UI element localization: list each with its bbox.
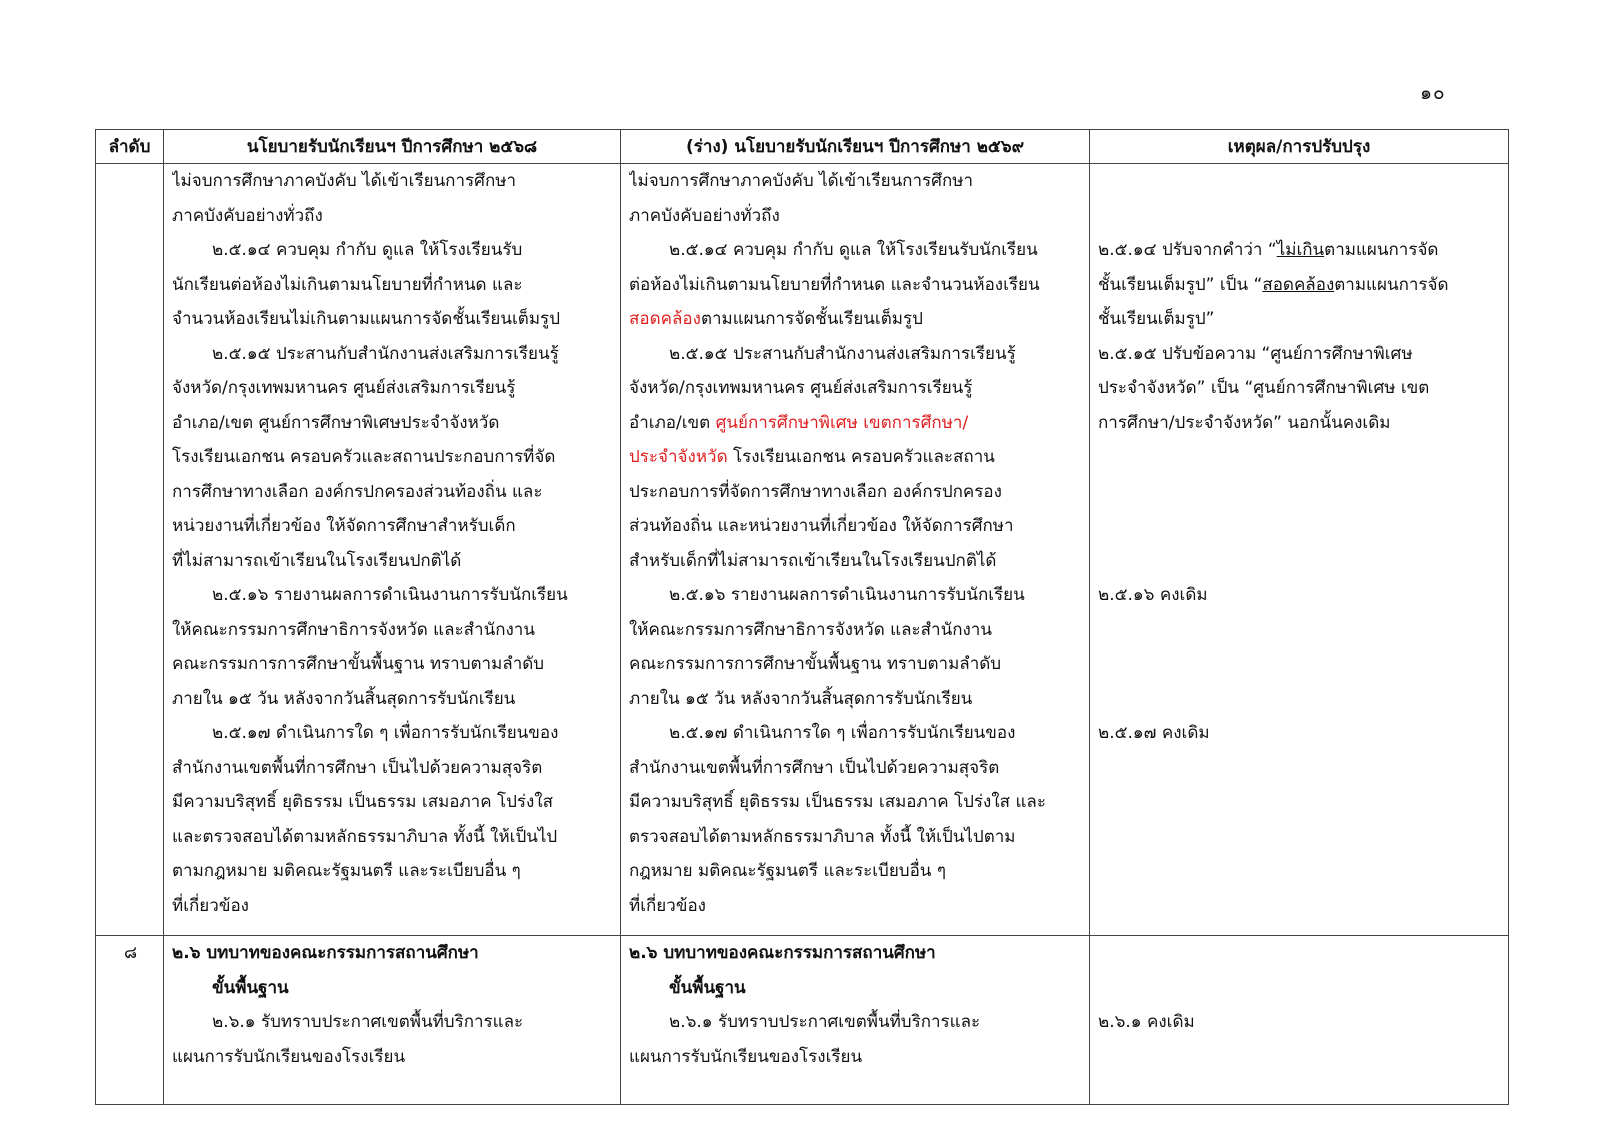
table-header-row bbox=[96, 130, 1509, 164]
text-line: ภาคบังคับอย่างทั่วถึง bbox=[172, 205, 323, 226]
text-line: แผนการรับนักเรียนของโรงเรียน bbox=[172, 1046, 406, 1067]
policy-2568-cell bbox=[164, 936, 621, 1105]
text-line: ๒.๖.๑ รับทราบประกาศเขตพื้นที่บริการและ bbox=[669, 1012, 981, 1032]
section-heading: ขั้นพื้นฐาน bbox=[212, 977, 289, 998]
text-line: สำนักงานเขตพื้นที่การศึกษา เป็นไปด้วยความสุจริต bbox=[172, 757, 543, 778]
text-line: จังหวัด/กรุงเทพมหานคร ศูนย์ส่งเสริมการเรียนรู้ bbox=[629, 378, 973, 398]
text-line bbox=[1098, 268, 1502, 303]
row-seq bbox=[96, 164, 164, 936]
text-line bbox=[1098, 233, 1502, 268]
highlight-text: ศูนย์การศึกษาพิเศษ เขตการศึกษา/ bbox=[715, 412, 969, 433]
text-line: ๒.๕.๑๖ คงเดิม bbox=[1098, 585, 1208, 605]
table-row bbox=[96, 936, 1509, 1105]
section-heading: ๒.๖ บทบาทของคณะกรรมการสถานศึกษา bbox=[172, 943, 479, 963]
spacer bbox=[1098, 936, 1502, 1005]
text-line: ๒.๕.๑๗ ดำเนินการใด ๆ เพื่อการรับนักเรียนของ bbox=[212, 723, 559, 743]
policy-comparison-table bbox=[95, 129, 1509, 1105]
text-line: ประจำจังหวัด” เป็น “ศูนย์การศึกษาพิเศษ เขต bbox=[1098, 378, 1430, 398]
text-line: กฎหมาย มติคณะรัฐมนตรี และระเบียบอื่น ๆ bbox=[629, 861, 946, 881]
reason-cell bbox=[1090, 936, 1509, 1105]
header-seq: ลำดับ bbox=[96, 130, 164, 164]
text-line: ภาคบังคับอย่างทั่วถึง bbox=[629, 205, 780, 226]
highlight-text: สอดคล้อง bbox=[629, 309, 701, 329]
text-line: และตรวจสอบได้ตามหลักธรรมาภิบาล ทั้งนี้ ให้เป็นไป bbox=[172, 826, 558, 847]
table-row bbox=[96, 164, 1509, 936]
text-line: คณะกรรมการการศึกษาขั้นพื้นฐาน ทราบตามลำดับ bbox=[172, 654, 545, 674]
text-line: ให้คณะกรรมการศึกษาธิการจังหวัด และสำนักงาน bbox=[629, 619, 992, 640]
text-line: หน่วยงานที่เกี่ยวข้อง ให้จัดการศึกษาสำหรับเด็ก bbox=[172, 516, 516, 536]
text-line: มีความบริสุทธิ์ ยุติธรรม เป็นธรรม เสมอภาค โปร่งใส bbox=[172, 792, 554, 812]
text-line: ชั้นเรียนเต็มรูป” bbox=[1098, 309, 1215, 329]
text-line: ไม่จบการศึกษาภาคบังคับ ได้เข้าเรียนการศึกษา bbox=[172, 171, 516, 191]
text-line: ตรวจสอบได้ตามหลักธรรมาภิบาล ทั้งนี้ ให้เป็นไปตาม bbox=[629, 826, 1016, 847]
text-span: ตามแผนการจัด bbox=[1334, 274, 1449, 295]
section-heading: ๒.๖ บทบาทของคณะกรรมการสถานศึกษา bbox=[629, 943, 936, 963]
text-line: ๒.๖.๑ คงเดิม bbox=[1098, 1012, 1195, 1032]
policy-2569-cell bbox=[621, 164, 1090, 936]
text-line: ต่อห้องไม่เกินตามนโยบายที่กำหนด และจำนวนห้องเรียน bbox=[629, 274, 1040, 295]
text-line: จังหวัด/กรุงเทพมหานคร ศูนย์ส่งเสริมการเรียนรู้ bbox=[172, 378, 516, 398]
text-line: สำหรับเด็กที่ไม่สามารถเข้าเรียนในโรงเรียนปกติได้ bbox=[629, 550, 997, 571]
text-span: อำเภอ/เขต bbox=[629, 412, 716, 433]
policy-2569-cell bbox=[621, 936, 1090, 1105]
text-line: ส่วนท้องถิ่น และหน่วยงานที่เกี่ยวข้อง ให้จัดการศึกษา bbox=[629, 516, 1014, 536]
text-line: ๒.๖.๑ รับทราบประกาศเขตพื้นที่บริการและ bbox=[212, 1012, 524, 1032]
text-line: ๒.๕.๑๔ ควบคุม กำกับ ดูแล ให้โรงเรียนรับ bbox=[212, 240, 523, 260]
row-seq: ๘ bbox=[96, 936, 164, 1105]
reason-cell bbox=[1090, 164, 1509, 936]
text-line: สำนักงานเขตพื้นที่การศึกษา เป็นไปด้วยความสุจริต bbox=[629, 757, 1000, 778]
text-line: ภายใน ๑๕ วัน หลังจากวันสิ้นสุดการรับนักเรียน bbox=[629, 688, 973, 709]
text-span: ตามแผนการจัด bbox=[1324, 240, 1439, 260]
text-line: ๒.๕.๑๔ ควบคุม กำกับ ดูแล ให้โรงเรียนรับนักเรียน bbox=[669, 240, 1038, 260]
text-line: การศึกษา/ประจำจังหวัด” นอกนั้นคงเดิม bbox=[1098, 412, 1391, 433]
text-line: ๒.๕.๑๕ ปรับข้อความ “ศูนย์การศึกษาพิเศษ bbox=[1098, 343, 1413, 364]
text-span: โรงเรียนเอกชน ครอบครัวและสถาน bbox=[727, 447, 995, 467]
text-span: ตามแผนการจัดชั้นเรียนเต็มรูป bbox=[700, 309, 923, 329]
text-line: ๒.๕.๑๖ รายงานผลการดำเนินงานการรับนักเรียน bbox=[669, 585, 1025, 605]
text-line: ตามกฎหมาย มติคณะรัฐมนตรี และระเบียบอื่น ๆ bbox=[172, 861, 521, 881]
spacer bbox=[1098, 613, 1502, 717]
page-number: ๑๐ bbox=[1420, 82, 1446, 104]
text-line: โรงเรียนเอกชน ครอบครัวและสถานประกอบการที่จัด bbox=[172, 447, 556, 467]
text-line: มีความบริสุทธิ์ ยุติธรรม เป็นธรรม เสมอภาค โปร่งใส และ bbox=[629, 792, 1046, 812]
text-line: คณะกรรมการการศึกษาขั้นพื้นฐาน ทราบตามลำดับ bbox=[629, 654, 1002, 674]
text-line: ประกอบการที่จัดการศึกษาทางเลือก องค์กรปกครอง bbox=[629, 481, 1002, 502]
header-policy-2568: นโยบายรับนักเรียนฯ ปีการศึกษา ๒๕๖๘ bbox=[164, 130, 621, 164]
text-line: อำเภอ/เขต ศูนย์การศึกษาพิเศษประจำจังหวัด bbox=[172, 412, 500, 433]
text-span: ๒.๕.๑๔ ปรับจากคำว่า “ bbox=[1098, 240, 1277, 260]
text-line: ภายใน ๑๕ วัน หลังจากวันสิ้นสุดการรับนักเรียน bbox=[172, 688, 516, 709]
text-line: ไม่จบการศึกษาภาคบังคับ ได้เข้าเรียนการศึกษา bbox=[629, 171, 973, 191]
text-line: แผนการรับนักเรียนของโรงเรียน bbox=[629, 1046, 863, 1067]
text-line bbox=[629, 440, 1083, 475]
underlined-text: สอดคล้อง bbox=[1262, 274, 1335, 295]
text-line: ๒.๕.๑๕ ประสานกับสำนักงานส่งเสริมการเรียนรู้ bbox=[669, 343, 1016, 364]
spacer bbox=[1098, 164, 1502, 233]
text-line: ที่เกี่ยวข้อง bbox=[172, 895, 249, 916]
highlight-text: ประจำจังหวัด bbox=[629, 447, 728, 467]
policy-2568-cell bbox=[164, 164, 621, 936]
text-line: ที่ไม่สามารถเข้าเรียนในโรงเรียนปกติได้ bbox=[172, 550, 462, 571]
text-line: จำนวนห้องเรียนไม่เกินตามแผนการจัดชั้นเรียนเต็มรูป bbox=[172, 309, 560, 329]
spacer bbox=[1098, 440, 1502, 578]
header-policy-2569: (ร่าง) นโยบายรับนักเรียนฯ ปีการศึกษา ๒๕๖๙ bbox=[621, 130, 1090, 164]
text-line: การศึกษาทางเลือก องค์กรปกครองส่วนท้องถิ่น และ bbox=[172, 481, 543, 502]
underlined-text: ไม่เกิน bbox=[1276, 240, 1325, 260]
text-line: ๒.๕.๑๗ คงเดิม bbox=[1098, 723, 1210, 743]
text-line bbox=[629, 302, 1083, 337]
header-reason: เหตุผล/การปรับปรุง bbox=[1090, 130, 1509, 164]
text-line: ๒.๕.๑๕ ประสานกับสำนักงานส่งเสริมการเรียนรู้ bbox=[212, 343, 559, 364]
text-line: ที่เกี่ยวข้อง bbox=[629, 895, 706, 916]
text-line bbox=[629, 406, 1083, 441]
text-line: นักเรียนต่อห้องไม่เกินตามนโยบายที่กำหนด และ bbox=[172, 274, 523, 295]
section-heading: ขั้นพื้นฐาน bbox=[669, 977, 746, 998]
text-line: ๒.๕.๑๖ รายงานผลการดำเนินงานการรับนักเรียน bbox=[212, 585, 568, 605]
text-span: ชั้นเรียนเต็มรูป” เป็น “ bbox=[1098, 274, 1263, 295]
text-line: ให้คณะกรรมการศึกษาธิการจังหวัด และสำนักงาน bbox=[172, 619, 535, 640]
text-line: ๒.๕.๑๗ ดำเนินการใด ๆ เพื่อการรับนักเรียนของ bbox=[669, 723, 1016, 743]
